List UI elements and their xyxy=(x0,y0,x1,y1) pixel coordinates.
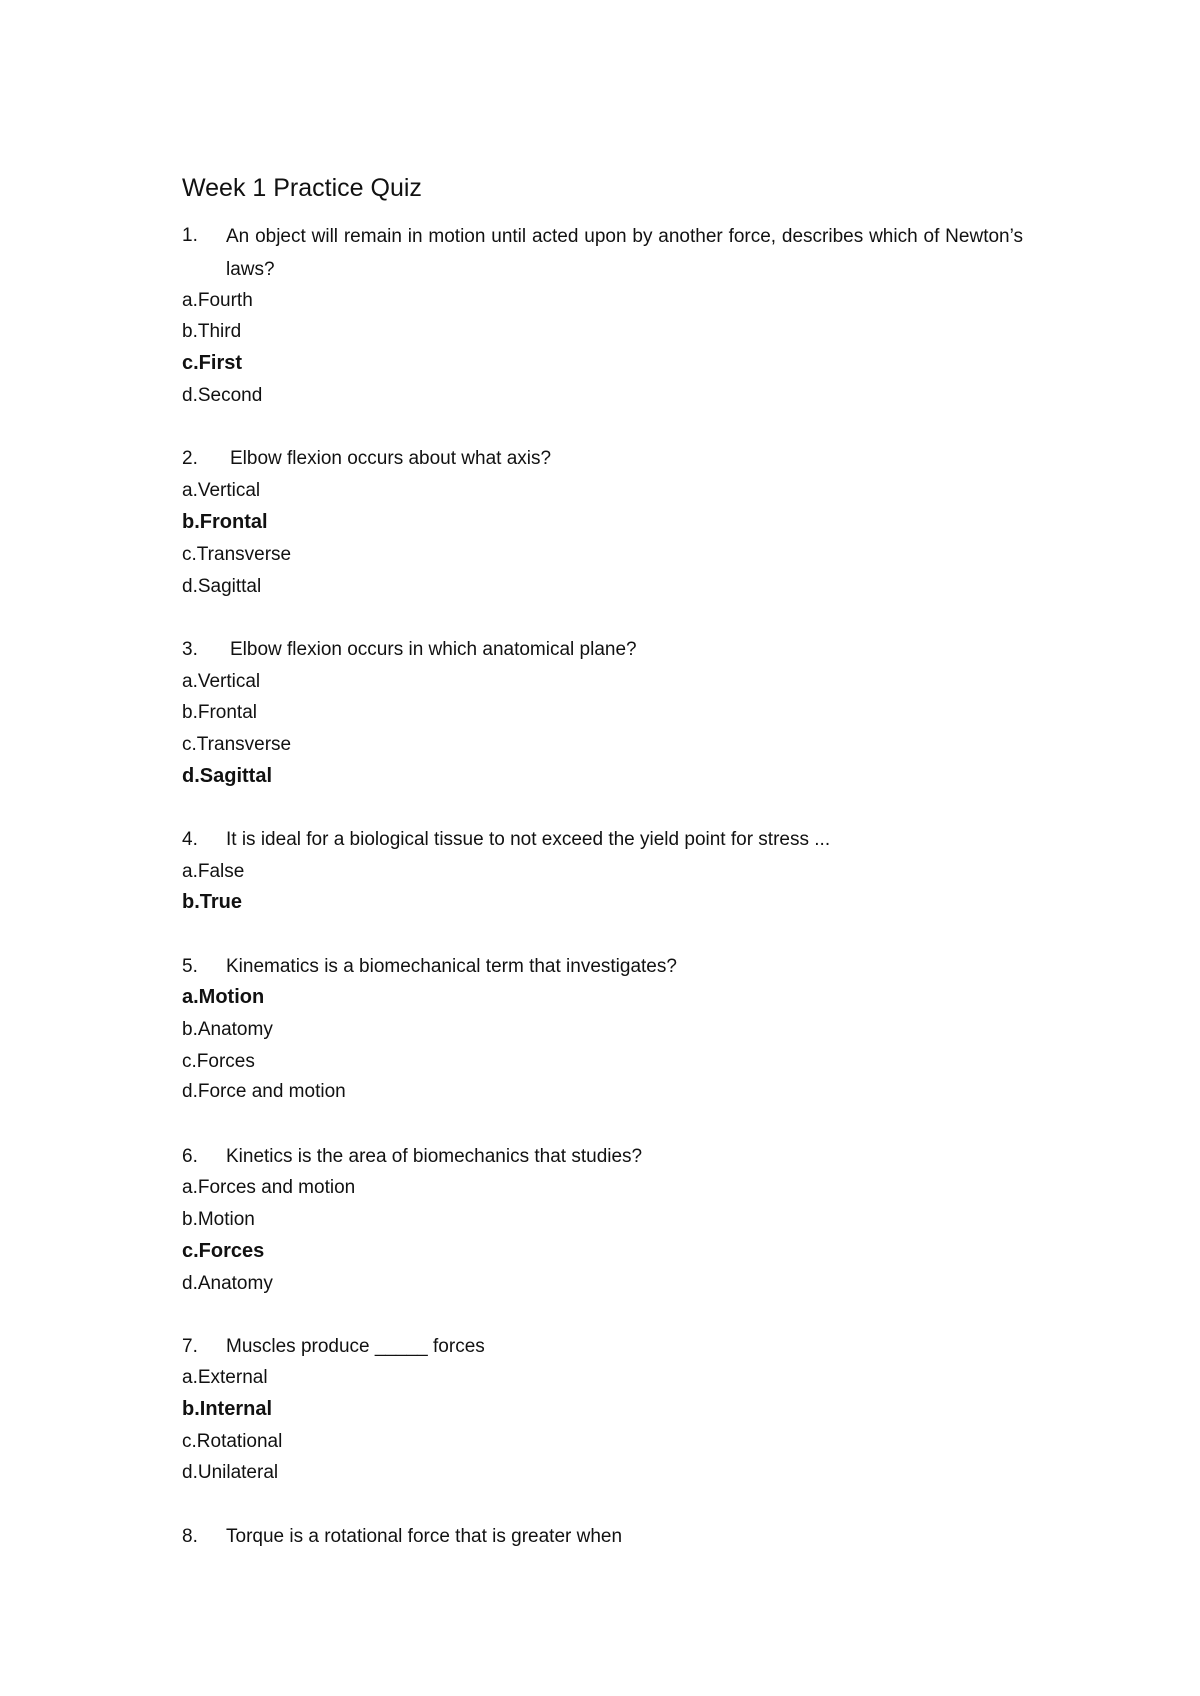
question-number: 5. xyxy=(182,956,198,977)
option: c.Rotational xyxy=(182,1431,283,1452)
question-6 xyxy=(182,1145,642,1169)
question-number: 1. xyxy=(182,225,198,246)
option: d.Sagittal xyxy=(182,576,262,597)
option-correct: c.First xyxy=(182,352,243,374)
question-text: An object will remain in motion until acted upon by another force, describes which of Newton’s laws? xyxy=(226,226,1023,280)
question-text: Kinetics is the area of biomechanics that studies? xyxy=(226,1146,643,1167)
option: d.Force and motion xyxy=(182,1081,346,1102)
question-number: 4. xyxy=(182,829,198,850)
question-1 xyxy=(182,224,1023,286)
option: c.Transverse xyxy=(182,734,292,755)
option: a.Fourth xyxy=(182,290,253,311)
option: a.Forces and motion xyxy=(182,1177,356,1198)
option-correct: b.Internal xyxy=(182,1398,273,1420)
question-number: 2. xyxy=(182,448,198,469)
question-8 xyxy=(182,1525,622,1549)
option: a.External xyxy=(182,1367,268,1388)
question-text: Elbow flexion occurs in which anatomical plane? xyxy=(230,639,637,660)
question-text: Muscles produce _____ forces xyxy=(226,1336,485,1357)
question-7 xyxy=(182,1335,485,1359)
option-correct: d.Sagittal xyxy=(182,765,273,787)
option: c.Transverse xyxy=(182,544,292,565)
option: b.Motion xyxy=(182,1209,255,1230)
question-3 xyxy=(182,638,637,662)
option: c.Forces xyxy=(182,1051,255,1072)
option: d.Second xyxy=(182,385,263,406)
option-correct: b.Frontal xyxy=(182,511,268,533)
option: a.Vertical xyxy=(182,671,261,692)
option: a.False xyxy=(182,861,245,882)
question-number: 7. xyxy=(182,1336,198,1357)
page-title: Week 1 Practice Quiz xyxy=(182,174,422,202)
question-text: It is ideal for a biological tissue to not exceed the yield point for stress ... xyxy=(226,829,831,850)
option: b.Frontal xyxy=(182,702,257,723)
option-correct: c.Forces xyxy=(182,1240,265,1262)
option: a.Vertical xyxy=(182,480,261,501)
question-text: Torque is a rotational force that is greater when xyxy=(226,1526,623,1547)
option: b.Anatomy xyxy=(182,1019,273,1040)
question-number: 6. xyxy=(182,1146,198,1167)
question-4 xyxy=(182,828,830,852)
option: d.Unilateral xyxy=(182,1462,279,1483)
question-number: 8. xyxy=(182,1526,198,1547)
option: d.Anatomy xyxy=(182,1273,273,1294)
question-text: Kinematics is a biomechanical term that investigates? xyxy=(226,956,677,977)
question-2 xyxy=(182,447,551,471)
option-correct: b.True xyxy=(182,891,243,913)
question-text: Elbow flexion occurs about what axis? xyxy=(230,448,552,469)
option: b.Third xyxy=(182,321,242,342)
question-number: 3. xyxy=(182,639,198,660)
question-5 xyxy=(182,955,677,979)
option-correct: a.Motion xyxy=(182,986,265,1008)
